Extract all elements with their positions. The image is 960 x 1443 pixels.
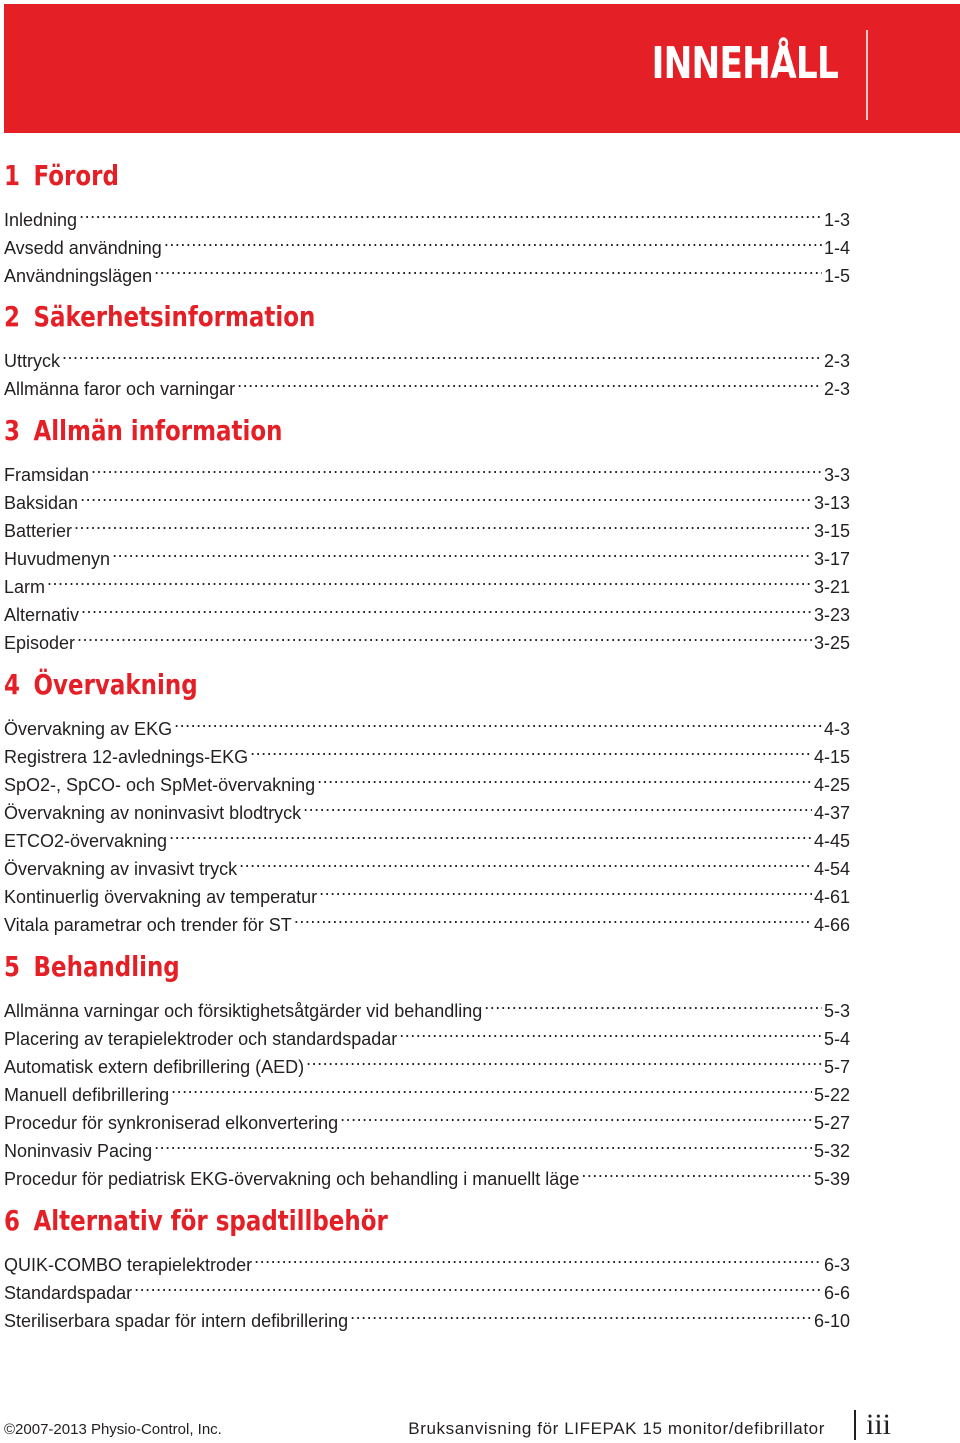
section-heading xyxy=(4,415,698,447)
toc-entry[interactable] xyxy=(4,537,850,569)
dot-leader xyxy=(340,1101,812,1129)
toc-entry-label: Baksidan xyxy=(4,493,79,513)
toc-entry[interactable] xyxy=(4,509,850,541)
toc-entry-page: 1-5 xyxy=(823,266,850,286)
toc-entry-page: 4-61 xyxy=(813,887,850,907)
section-number: 1 xyxy=(4,159,20,192)
toc-entry-page: 1-4 xyxy=(823,238,850,258)
toc-entry[interactable] xyxy=(4,621,850,653)
toc-entry[interactable] xyxy=(4,593,850,625)
dot-leader xyxy=(74,509,812,537)
dot-leader xyxy=(154,254,822,282)
toc-entry-label: QUIK-COMBO terapielektroder xyxy=(4,1255,253,1275)
section-heading xyxy=(4,951,698,983)
toc-entry-label: Manuell defibrillering xyxy=(4,1085,170,1105)
toc-entry-label: Allmänna faror och varningar xyxy=(4,379,236,399)
section-title: Allmän information xyxy=(33,414,283,447)
toc-entry-label: Procedur för synkroniserad elkonvertering xyxy=(4,1113,339,1133)
dot-leader xyxy=(112,537,812,565)
toc-entry-page: 1-3 xyxy=(823,210,850,230)
toc-entry-label: Registrera 12-avlednings-EKG xyxy=(4,747,249,767)
toc-entry-page: 3-21 xyxy=(813,577,850,597)
toc-entry-label: Övervakning av invasivt tryck xyxy=(4,859,238,879)
toc-entry-page: 5-27 xyxy=(813,1113,850,1133)
dot-leader xyxy=(399,1017,822,1045)
dot-leader xyxy=(79,198,822,226)
toc-section xyxy=(4,668,850,935)
section-title: Säkerhetsinformation xyxy=(33,300,316,333)
toc-entry-page: 3-15 xyxy=(813,521,850,541)
toc-entry-page: 4-66 xyxy=(813,915,850,935)
toc-entry-page: 3-23 xyxy=(813,605,850,625)
toc-entry-label: Avsedd användning xyxy=(4,238,162,258)
section-heading xyxy=(4,669,698,701)
dot-leader xyxy=(47,565,812,593)
toc-entry[interactable] xyxy=(4,481,850,513)
toc-entry-page: 4-3 xyxy=(823,719,850,739)
toc-entry[interactable] xyxy=(4,1243,850,1275)
toc-entry-page: 4-15 xyxy=(813,747,850,767)
toc-entry-page: 5-22 xyxy=(813,1085,850,1105)
dot-leader xyxy=(317,763,812,791)
section-number: 3 xyxy=(4,414,20,447)
section-title: Övervakning xyxy=(33,668,198,701)
toc-entry[interactable] xyxy=(4,453,850,485)
toc-entry-label: Automatisk extern defibrillering (AED) xyxy=(4,1057,305,1077)
toc-section xyxy=(4,1204,850,1331)
dot-leader xyxy=(319,875,812,903)
section-heading xyxy=(4,301,698,333)
toc-entry-label: Vitala parametrar och trender för ST xyxy=(4,915,292,935)
toc-entry-label: Övervakning av noninvasivt blodtryck xyxy=(4,803,302,823)
toc-entry-page: 3-17 xyxy=(813,549,850,569)
toc-entry-page: 4-25 xyxy=(813,775,850,795)
toc-entry[interactable] xyxy=(4,989,850,1021)
toc-entry-label: Framsidan xyxy=(4,465,90,485)
toc-entry-page: 5-39 xyxy=(813,1169,850,1189)
toc-entry-page: 5-7 xyxy=(823,1057,850,1077)
toc-entry-page: 2-3 xyxy=(823,379,850,399)
toc-section xyxy=(4,300,850,399)
toc-entry-label: Övervakning av EKG xyxy=(4,719,173,739)
dot-leader xyxy=(484,989,822,1017)
dot-leader xyxy=(350,1299,812,1327)
toc-entry-page: 5-4 xyxy=(823,1029,850,1049)
toc-entry-page: 5-32 xyxy=(813,1141,850,1161)
toc-entry-label: Placering av terapielektroder och standardspadar xyxy=(4,1029,398,1049)
toc-entry-page: 4-54 xyxy=(813,859,850,879)
dot-leader xyxy=(164,226,822,254)
dot-leader xyxy=(581,1157,812,1185)
section-heading xyxy=(4,160,698,192)
dot-leader xyxy=(250,735,812,763)
section-title: Behandling xyxy=(33,950,180,983)
footer-page-number: iii xyxy=(866,1408,892,1441)
dot-leader xyxy=(80,481,812,509)
dot-leader xyxy=(306,1045,822,1073)
dot-leader xyxy=(134,1271,822,1299)
dot-leader xyxy=(294,903,812,931)
toc-entry-label: Uttryck xyxy=(4,351,60,371)
toc-entry-label: ETCO2-övervakning xyxy=(4,831,168,851)
section-number: 4 xyxy=(4,668,20,701)
toc-entry-page: 6-3 xyxy=(823,1255,850,1275)
toc-entry-page: 3-25 xyxy=(813,633,850,653)
footer-copyright: ©2007-2013 Physio-Control, Inc. xyxy=(4,1421,222,1438)
toc-entry[interactable] xyxy=(4,339,850,371)
toc-entry-label: Larm xyxy=(4,577,46,597)
toc-entry-label: Huvudmenyn xyxy=(4,549,111,569)
toc-entry-label: Inledning xyxy=(4,210,78,230)
toc-entry-page: 6-10 xyxy=(813,1311,850,1331)
toc-entry-page: 3-3 xyxy=(823,465,850,485)
toc-entry-label: SpO2-, SpCO- och SpMet-övervakning xyxy=(4,775,316,795)
dot-leader xyxy=(77,621,812,649)
dot-leader xyxy=(174,707,822,735)
toc-entry-label: Användningslägen xyxy=(4,266,153,286)
toc-entry-label: Standardspadar xyxy=(4,1283,133,1303)
toc-entry[interactable] xyxy=(4,198,850,230)
dot-leader xyxy=(254,1243,822,1271)
toc-entry-label: Allmänna varningar och försiktighetsåtgärder vid behandling xyxy=(4,1001,483,1021)
dot-leader xyxy=(169,819,812,847)
toc-entry-label: Episoder xyxy=(4,633,76,653)
toc-entry-page: 5-3 xyxy=(823,1001,850,1021)
toc-entry-page: 4-37 xyxy=(813,803,850,823)
header-banner xyxy=(4,4,960,133)
toc-entry[interactable] xyxy=(4,707,850,739)
section-title: Förord xyxy=(33,159,119,192)
toc-section xyxy=(4,159,850,286)
dot-leader xyxy=(171,1073,812,1101)
header-divider xyxy=(866,30,868,120)
dot-leader xyxy=(81,593,812,621)
toc-section xyxy=(4,950,850,1189)
toc-entry-label: Procedur för pediatrisk EKG-övervakning och behandling i manuellt läge xyxy=(4,1169,580,1189)
dot-leader xyxy=(62,339,822,367)
section-number: 6 xyxy=(4,1204,20,1237)
toc-entry-page: 3-13 xyxy=(813,493,850,513)
dot-leader xyxy=(154,1129,812,1157)
toc-section xyxy=(4,414,850,653)
page-title: INNEHÅLL xyxy=(651,38,838,89)
toc-entry[interactable] xyxy=(4,367,850,399)
section-number: 5 xyxy=(4,950,20,983)
section-number: 2 xyxy=(4,300,20,333)
toc-entry-page: 2-3 xyxy=(823,351,850,371)
section-title: Alternativ för spadtillbehör xyxy=(33,1204,388,1237)
toc-entry[interactable] xyxy=(4,565,850,597)
dot-leader xyxy=(303,791,812,819)
toc-entry-label: Kontinuerlig övervakning av temperatur xyxy=(4,887,318,907)
dot-leader xyxy=(91,453,822,481)
toc-entry-page: 4-45 xyxy=(813,831,850,851)
footer-divider xyxy=(854,1410,856,1440)
section-heading xyxy=(4,1205,698,1237)
footer-manual-title: Bruksanvisning för LIFEPAK 15 monitor/defibrillator xyxy=(408,1419,825,1438)
dot-leader xyxy=(239,847,812,875)
toc-entry-page: 6-6 xyxy=(823,1283,850,1303)
toc-entry[interactable] xyxy=(4,226,850,258)
toc-entry-label: Batterier xyxy=(4,521,73,541)
toc-entry-label: Steriliserbara spadar för intern defibrillering xyxy=(4,1311,349,1331)
toc-entry-label: Alternativ xyxy=(4,605,80,625)
toc-entry-label: Noninvasiv Pacing xyxy=(4,1141,153,1161)
dot-leader xyxy=(237,367,822,395)
